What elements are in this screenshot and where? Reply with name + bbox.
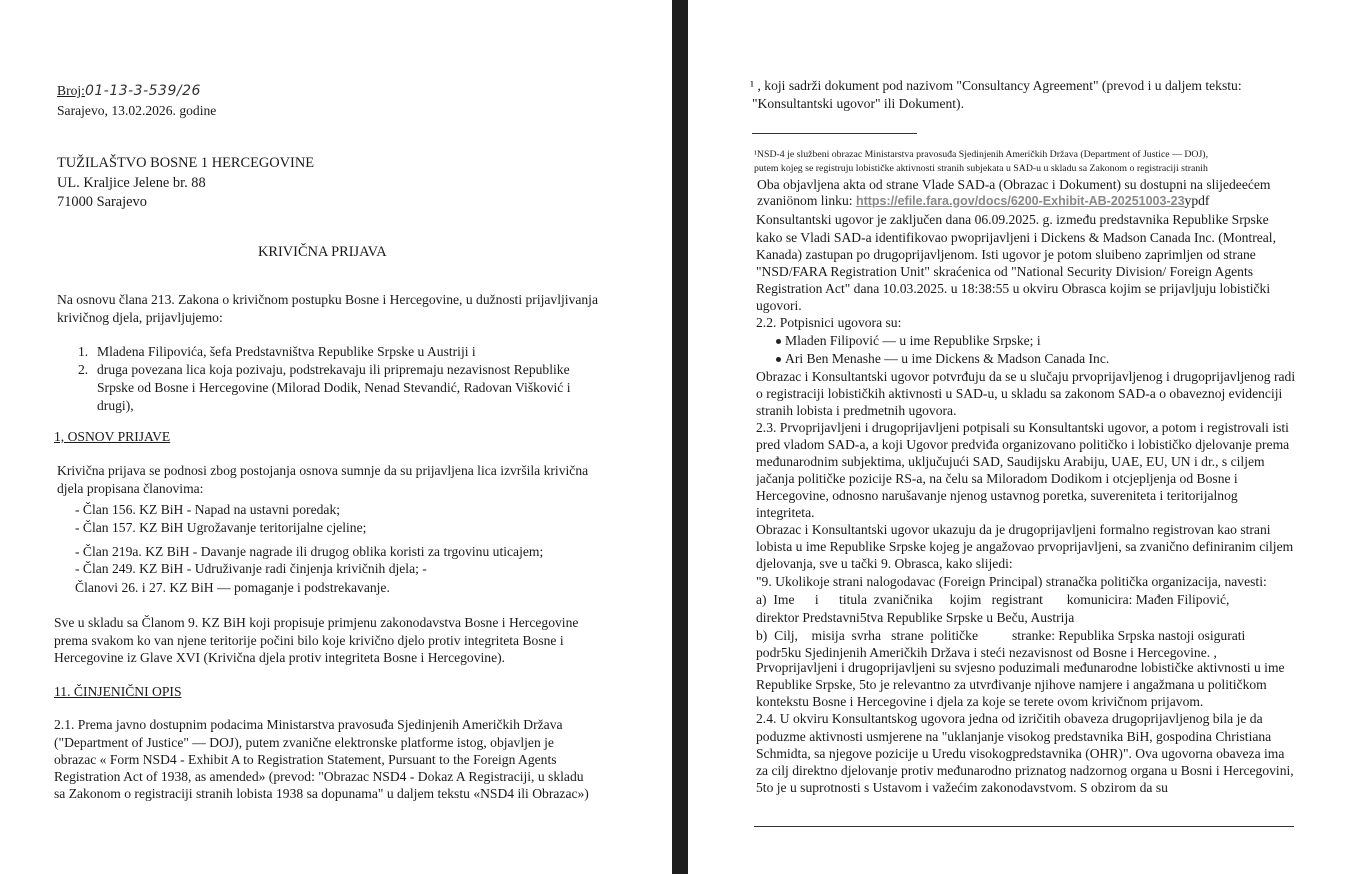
document-page-right [688, 0, 1366, 874]
recipient-city: 71000 Sarajevo [57, 194, 147, 210]
body2-line-11: lobista u ime Republike Srpske kojeg je angažovao prvoprijavljeni, sa zvanično definiranim ciljem [756, 539, 1294, 554]
body2-line-7: jačanja političke pozicije RS-a, na čelu sa Miloradom Dodikom i otcjepljenja od Bosne i [756, 471, 1238, 486]
jurisdiction-line-3: Hercegovine iz Glave XVI (Krivična djela protiv integriteta Bosne i Hercegovine). [54, 650, 506, 665]
source-link-line [757, 192, 1209, 210]
facts-line-4: Registration Act of 1938, as amended» (prevod: "Obrazac NSD4 - Dokaz A Registraciji, u skladu [54, 769, 584, 784]
intro-line-1: Na osnovu člana 213. Zakona o krivičnom postupku Bosne i Hercegovine, u dužnosti prijavljivanja [57, 292, 598, 307]
body2-line-12: djelovanja, sve u tački 9. Obrasca, kako slijedi: [756, 556, 1013, 571]
footnote-line-3: Oba objavljena akta od strane Vlade SAD-a (Obrazac i Dokument) su dostupni na slijedeećem [757, 177, 1271, 192]
body-line-5: Registration Act" dana 10.03.2025. u 18:38:55 u okviru Obrasca kojim se prijavljuju lobistički [756, 281, 1271, 296]
section-1-line-2: djela propisana članovima: [57, 481, 204, 496]
accused-item-1: Mladena Filipovića, šefa Predstavništva Republike Srpske u Austriji i [97, 344, 476, 359]
facts-line-5: sa Zakonom o registraciji stranih lobista 1938 sa dopunama" u daljem tekstu «NSD4 ili Obrazac») [54, 786, 589, 801]
body2-line-20: kontekstu Bosne i Hercegovine i djela za koje se terete ovom krivičnom prijavom. [756, 694, 1204, 709]
case-number-label: Broj: [57, 83, 85, 98]
accused-item-2-line-3: drugi), [97, 398, 134, 413]
body-line-4: "NSD/FARA Registration Unit" skraćenica od "National Security Division/ Foreign Agents [756, 264, 1254, 279]
body2-line-19: Republike Srpske, 5to je relevantno za utvrđivanje njihove namjere i angažmana u političkom [756, 677, 1267, 692]
article-item-157: - Član 157. KZ BiH Ugrožavanje teritorijalne cjeline; [75, 520, 367, 535]
article-item-156: - Član 156. KZ BiH - Napad na ustavni poredak; [75, 502, 341, 517]
body2-line-9: integriteta. [756, 505, 815, 520]
footnote-line-1: ¹NSD-4 je službeni obrazac Ministarstva pravosuđa Sjedinjenih Američkih Država (Department of Justice — DOJ), [754, 149, 1209, 160]
body2-line-6: međunarodnim subjektima, uključujući SAD, Saudijsku Arabiju, UAE, EU, UN i dr., s ciljem [756, 454, 1265, 469]
document-title: KRIVIČNA PRIJAVA [258, 244, 387, 260]
list-number-2: 2. [78, 362, 89, 377]
body-line-6: ugovori. [756, 298, 802, 313]
source-link-label: zvaniönom linku: [757, 193, 853, 208]
accused-item-2-line-1: druga povezana lica koja pozivaju, podstrekavaju ili pripremaju nezavisnost Republike [97, 362, 570, 377]
signatory-text-1: Mladen Filipović — u ime Republike Srpske; i [785, 333, 1041, 348]
jurisdiction-line-1: Sve u skladu sa Članom 9. KZ BiH koji propisuje primjenu zakonodavstva Bosne i Hercegovine [54, 615, 579, 630]
recipient-name: TUŽILAŠTVO BOSNE 1 HERCEGOVINE [57, 155, 315, 171]
body2-line-15: direktor Predstavni5tva Republike Srpske u Beču, Austrija [756, 610, 1075, 625]
body2-line-23: Schmidta, sa njegove pozicije u Uredu visokogpredstavnika (OHR)". Ova ugovorna obaveza ima [756, 746, 1285, 761]
accused-item-2-line-2: Srpske od Bosne i Hercegovine (Milorad Dodik, Nenad Stevandić, Radovan Višković i [97, 380, 571, 395]
jurisdiction-line-2: prema svakom ko van njene teritorije počini bilo koje krivično djelo protiv integriteta Bosne i [54, 633, 564, 648]
body2-line-24: za cilj direktno djelovanje protiv međunarodno priznatog nadzornog organa u Bosni i Hercegovini, [756, 763, 1294, 778]
list-number-1: 1. [78, 344, 89, 359]
body2-line-1: Obrazac i Konsultantski ugovor potvrđuju da se u slučaju prvoprijavljenog i drugoprijavljenog radi [756, 369, 1296, 384]
intro-line-2: krivičnog djela, prijavljujemo: [57, 310, 223, 325]
body2-line-3: stranih lobista i predmetnih ugovora. [756, 403, 957, 418]
recipient-street: UL. Kraljice Jelene br. 88 [57, 175, 206, 191]
signatories-heading: 2.2. Potpisnici ugovora su: [756, 315, 902, 330]
body-line-3: Kanada) zastupan po drugoprijavljenom. Isti ugovor je potom sluibeno zaprimljen od strane [756, 247, 1256, 262]
section-1-heading: 1, OSNOV PRIJAVE [54, 429, 171, 444]
signatory-text-2: Ari Ben Menashe — u ime Dickens & Madson Canada Inc. [785, 351, 1110, 366]
body2-line-16: b) Cilj, misija svrha strane političke stranke: Republika Srpska nastoji osigurati [756, 628, 1246, 643]
article-item-219a: - Član 219a. KZ BiH - Davanje nagrade ili drugog oblika koristi za trgovinu uticajem; [75, 544, 544, 559]
section-2-heading: 11. ČINJENIČNI OPIS [54, 684, 182, 699]
body2-line-18: Prvoprijavljeni i drugoprijavljeni su svjesno poduzimali međunarodne lobističke aktivnosti u ime [756, 660, 1285, 675]
continuation-line-1: ¹ , koji sadrži dokument pod nazivom "Consultancy Agreement" (prevod i u daljem tekstu: [750, 78, 1242, 93]
signatory-item-1 [776, 332, 1041, 350]
body2-line-14: a) Ime i titula zvaničnika kojim registrant komunicira: Mađen Filipović, [756, 592, 1230, 607]
source-link-suffix: ypdf [1184, 193, 1210, 208]
facts-line-3: obrazac « Form NSD4 - Exhibit A to Registration Statement, Pursuant to the Foreign Agents [54, 752, 557, 767]
footnote-separator [752, 133, 917, 134]
bullet-icon [776, 357, 781, 362]
document-page-left [0, 0, 672, 874]
fara-document-link[interactable]: https://efile.fara.gov/docs/6200-Exhibit-AB-20251003-23 [855, 194, 1185, 208]
article-item-249: - Član 249. KZ BiH - Udruživanje radi činjenja krivičnih djela; - [75, 561, 427, 576]
footnote-line-2: putem kojeg se registruju lobističke aktivnosti stranih subjekata u SAD-u u skladu sa Zakonom o registraciji stranih [754, 163, 1208, 174]
bullet-icon [776, 339, 781, 344]
body2-line-13: "9. Ukolikoje strani nalogodavac (Foreign Principal) stranačka politička organizacija, navesti: [756, 574, 1267, 589]
body2-line-2: o registraciji lobističkih aktivnosti u SAD-u, u skladu sa zakonom SAD-a o obaveznoj evidenciji [756, 386, 1283, 401]
page-bottom-rule [754, 826, 1294, 827]
body2-line-17: podr5ku Sjedinjenih Američkih Država i steći nezavisnost od Bosne i Hercegovine. , [756, 645, 1217, 660]
body2-line-21: 2.4. U okviru Konsultantskog ugovora jedna od izričitih obaveza drugoprijavljenog bila je da [756, 711, 1263, 726]
case-number-line [57, 82, 201, 100]
signatory-item-2 [776, 350, 1109, 368]
body2-line-5: pred vladom SAD-a, a koji Ugovor predviđa organizovano političko i lobističko djelovanje prema [756, 437, 1290, 452]
body-line-2: kako se Vladi SAD-a identifikovao pwoprijavljeni i Dickens & Madson Canada Inc. (Montreal, [756, 230, 1276, 245]
body2-line-25: 5to je u suprotnosti s Ustavom i važećim zakonodavstvom. S obzirom da su [756, 780, 1168, 795]
body2-line-4: 2.3. Prvoprijavljeni i drugoprijavljeni potpisali su Konsultantski ugovor, a potom i registrovali isti [756, 420, 1289, 435]
continuation-line-2: "Konsultantski ugovor" ili Dokument). [752, 96, 964, 111]
body2-line-8: Hercegovine, odnosno narušavanje njenog ustavnog poretka, suvereniteta i teritorijalnog [756, 488, 1238, 503]
body-line-1: Konsultantski ugovor je zaključen dana 06.09.2025. g. između predstavnika Republike Srpske [756, 212, 1269, 227]
facts-line-1: 2.1. Prema javno dostupnim podacima Ministarstva pravosuđa Sjedinjenih Američkih Država [54, 717, 563, 732]
handwritten-case-number: 01-13-3-539/26 [84, 83, 201, 99]
article-item-26-27: Članovi 26. i 27. KZ BiH — pomaganje i podstrekavanje. [75, 580, 390, 595]
page-divider [672, 0, 688, 874]
body2-line-22: poduzme aktivnosti usmjerene na "uklanjanje visokog predstavnika BiH, gospodina Christiana [756, 729, 1272, 744]
document-date: Sarajevo, 13.02.2026. godine [57, 103, 217, 118]
body2-line-10: Obrazac i Konsultantski ugovor ukazuju da je drugoprijavljeni formalno registrovan kao strani [756, 522, 1271, 537]
facts-line-2: ("Department of Justice" — DOJ), putem zvanične elektronske platforme istog, objavljen je [54, 735, 554, 750]
section-1-line-1: Krivična prijava se podnosi zbog postojanja osnova sumnje da su prijavljena lica izvršila krivična [57, 463, 589, 478]
